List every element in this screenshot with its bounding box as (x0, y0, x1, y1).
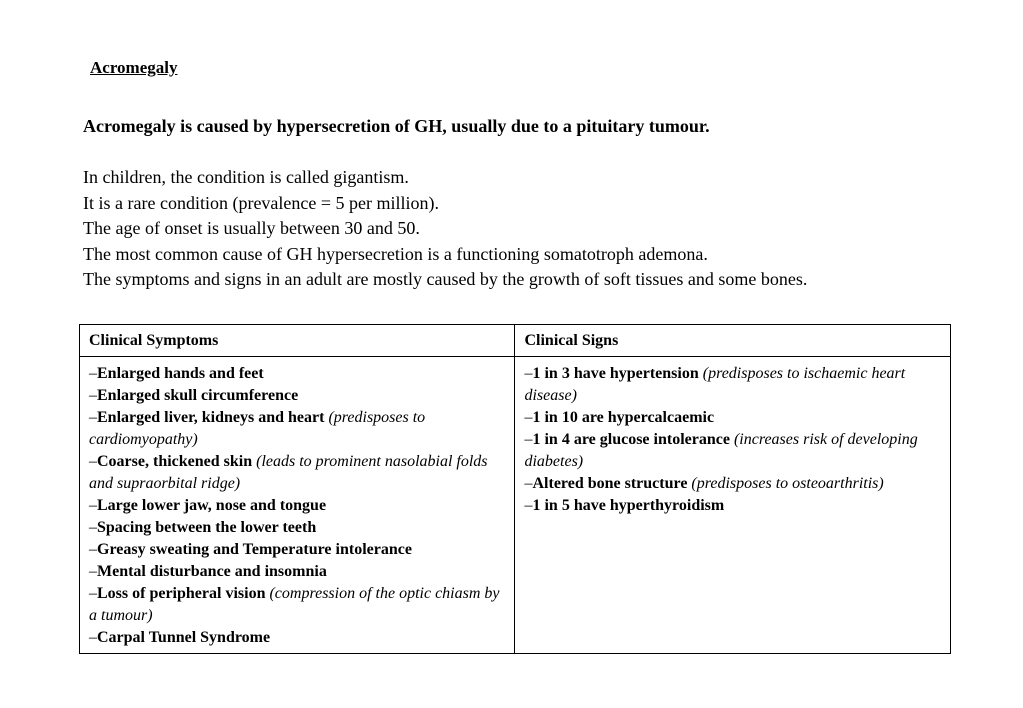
symptom-item: –Spacing between the lower teeth (89, 519, 317, 536)
symptom-item: –Loss of peripheral vision (compression of the optic chiasm by a tumour) (89, 585, 500, 624)
paragraph-line: In children, the condition is called gigantism. (83, 167, 409, 187)
header-clinical-signs: Clinical Signs (515, 325, 951, 357)
symptom-item: –Large lower jaw, nose and tongue (89, 497, 327, 514)
paragraph-block (83, 165, 807, 293)
symptom-item: –Enlarged skull circumference (89, 387, 299, 404)
sign-item: –Altered bone structure (predisposes to osteoarthritis) (524, 475, 884, 492)
header-clinical-symptoms: Clinical Symptoms (80, 325, 515, 357)
sign-item: –1 in 3 have hypertension (predisposes to ischaemic heart disease) (524, 365, 906, 404)
paragraph-line: The symptoms and signs in an adult are mostly caused by the growth of soft tissues and some bones. (83, 269, 808, 289)
table-header-row (80, 325, 951, 357)
symptom-item: –Enlarged hands and feet (89, 365, 264, 382)
symptom-item: –Enlarged liver, kidneys and heart (predisposes to cardiomyopathy) (89, 409, 426, 448)
sign-item: –1 in 10 are hypercalcaemic (524, 409, 715, 426)
symptoms-cell (80, 357, 515, 654)
sign-item: –1 in 5 have hyperthyroidism (524, 497, 725, 514)
table-row (80, 357, 951, 654)
paragraph-line: The age of onset is usually between 30 and 50. (83, 218, 420, 238)
clinical-table (79, 324, 951, 654)
sign-item: –1 in 4 are glucose intolerance (increases risk of developing diabetes) (524, 431, 918, 470)
paragraph-line: It is a rare condition (prevalence = 5 per million). (83, 192, 440, 213)
paragraph-line: The most common cause of GH hypersecretion is a functioning somatotroph ademona. (83, 243, 708, 264)
symptom-item: –Coarse, thickened skin (leads to prominent nasolabial folds and supraorbital ridge) (89, 453, 488, 492)
symptom-item: –Carpal Tunnel Syndrome (89, 629, 271, 646)
page-title: Acromegaly (90, 58, 178, 77)
signs-cell (515, 357, 951, 654)
intro-sentence: Acromegaly is caused by hypersecretion of GH, usually due to a pituitary tumour. (83, 116, 710, 136)
symptom-item: –Mental disturbance and insomnia (89, 563, 327, 580)
symptom-item: –Greasy sweating and Temperature intolerance (89, 541, 412, 558)
